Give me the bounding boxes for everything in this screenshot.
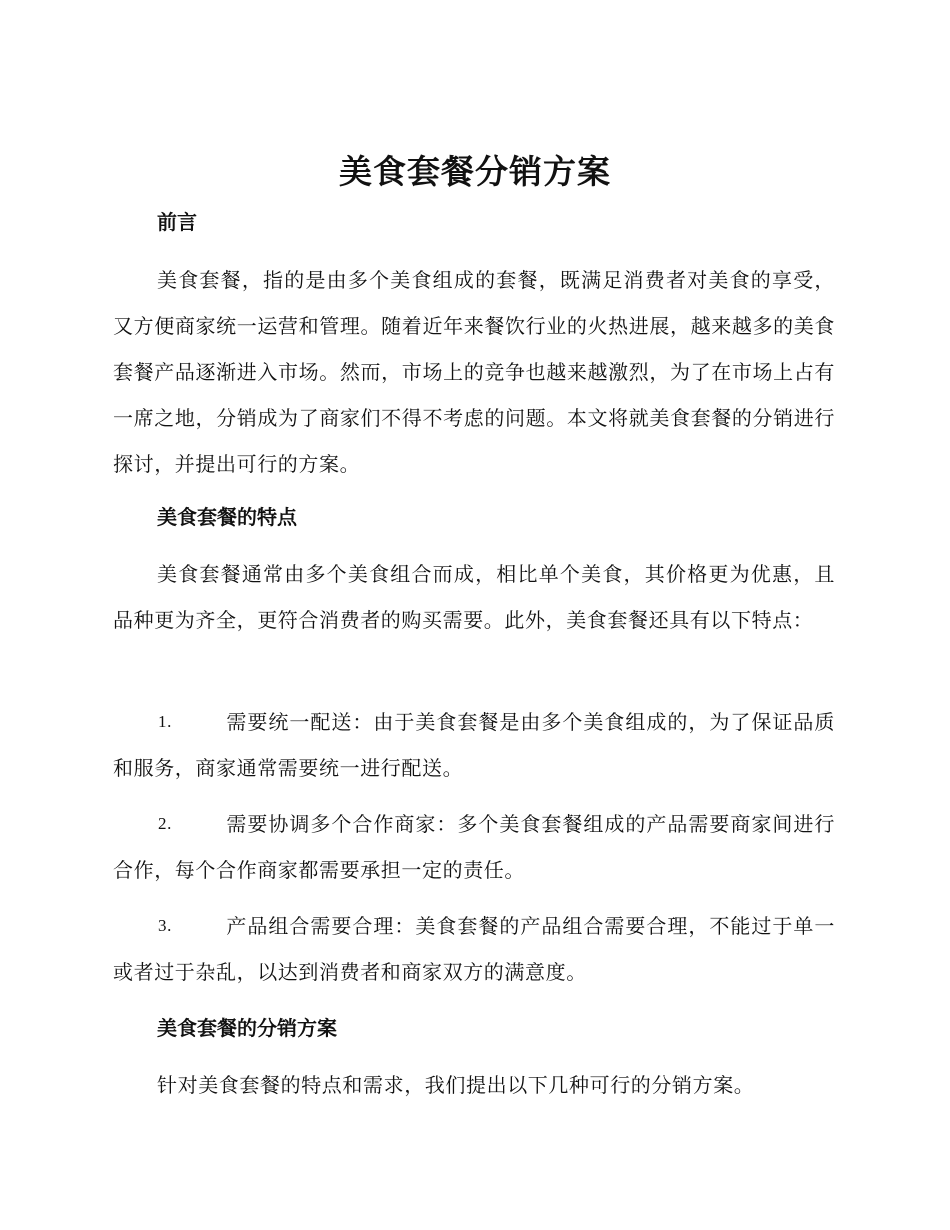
list-item-text: 需要协调多个合作商家：多个美食套餐组成的产品需要商家间进行合作，每个合作商家都需要承担一定的责任。 [113,812,835,882]
section-heading-features: 美食套餐的特点 [157,505,297,529]
distribution-paragraph: 针对美食套餐的特点和需求，我们提出以下几种可行的分销方案。 [157,1073,755,1097]
section-heading-distribution: 美食套餐的分销方案 [157,1016,337,1040]
list-item-text: 需要统一配送：由于美食套餐是由多个美食组成的，为了保证品质和服务，商家通常需要统一进行配送。 [113,710,835,780]
list-item-number: 1. [158,712,172,731]
preface-paragraph: 美食套餐，指的是由多个美食组成的套餐，既满足消费者对美食的享受，又方便商家统一运营和管理。随着近年来餐饮行业的火热进展，越来越多的美食套餐产品逐渐进入市场。然而，市场上的竞争也越来越激烈，为了在市场上占有一席之地，分销成为了商家们不得不考虑的问题。本文将就美食套餐的分销进行探讨，并提出可行的方案。 [113,268,835,476]
list-item [113,801,835,893]
list-item-number: 2. [158,814,172,833]
document-title: 美食套餐分销方案 [339,152,611,191]
list-item [113,699,835,791]
list-item [113,903,835,995]
section-heading-preface: 前言 [157,210,197,234]
list-item-text: 产品组合需要合理：美食套餐的产品组合需要合理，不能过于单一或者过于杂乱，以达到消费者和商家双方的满意度。 [113,914,835,984]
list-item-number: 3. [158,916,172,935]
features-paragraph: 美食套餐通常由多个美食组合而成，相比单个美食，其价格更为优惠，且品种更为齐全，更符合消费者的购买需要。此外，美食套餐还具有以下特点： [113,562,835,632]
